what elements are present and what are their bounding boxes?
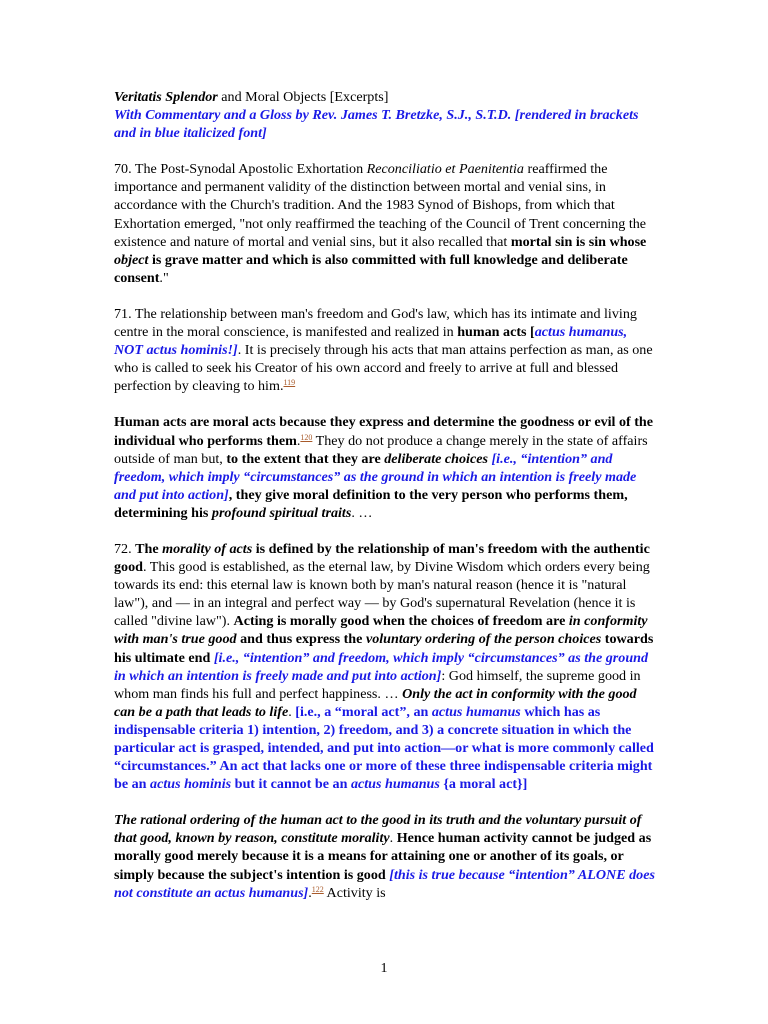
- text-run: They do not produce a change merely in the state of affairs outside of man but,: [114, 432, 648, 467]
- text-run: .: [308, 884, 312, 901]
- commentary-gloss: [i.e., “intention” and freedom, which imply “circumstances” as the ground in which an intention is freely made and put into action]: [114, 649, 649, 684]
- footnote-link-119[interactable]: 119: [283, 378, 296, 388]
- document-subtitle: With Commentary and a Gloss by Rev. James T. Bretzke, S.J., S.T.D. [rendered in brackets and in blue italicized font]: [114, 107, 639, 142]
- text-run: Acting is morally good when the choices of freedom are: [233, 613, 569, 630]
- text-run: .": [159, 269, 169, 286]
- text-run: actus humanus, NOT actus hominis!]: [114, 324, 628, 359]
- text-run: reaffirmed the importance and permanent validity of the distinction between mortal and venial sins, in accordance with the Church's tradition. And the 1983 Synod of Bishops, from which that Exhortation emerged, "not only reaffirmed the teaching of the Council of Trent concerning the existence and nature of mortal and venial sins, but it also recalled that: [114, 161, 647, 250]
- paragraph-70: [114, 160, 658, 287]
- text-run: and thus express the: [236, 631, 366, 648]
- text-run: . …: [351, 504, 373, 521]
- commentary-gloss: actus hominis: [150, 776, 232, 793]
- text-run: object: [114, 251, 149, 268]
- text-run: Hence human activity cannot be judged as morally good merely because it is a means for attaining one or another of its goals, or simply because the subject's intention is good: [114, 830, 652, 883]
- commentary-gloss: [this is true because “intention” ALONE does not constitute an actus humanus]: [114, 866, 655, 901]
- text-run: Activity is: [323, 884, 386, 901]
- commentary-gloss: but it cannot be an: [231, 776, 351, 793]
- text-run: Human acts are moral acts because they express and determine the goodness or evil of the individual who performs them: [114, 414, 654, 449]
- text-run: deliberate choices: [384, 450, 488, 467]
- text-run: is defined by the relationship of man's freedom with the authentic good: [114, 540, 650, 576]
- text-run: human acts [: [457, 324, 535, 341]
- paragraph-72-continued: [114, 811, 658, 901]
- text-run: is grave matter and which is also committed with full knowledge and deliberate consent: [114, 251, 628, 286]
- text-run: . This good is established, as the eternal law, by Divine Wisdom which orders every being towards its end: this eternal law is known both by man's natural reason (hence it is "natural law"), and — in an integral and perfect way — by God's supernatural Revelation (hence it is called "divine law").: [114, 559, 650, 630]
- text-run: The rational ordering of the human act to the good in its truth and the voluntary pursuit of that good, known by reason, constitute morality: [114, 812, 642, 847]
- text-run: mortal sin is sin whose: [510, 233, 647, 250]
- document-header: [114, 88, 658, 106]
- text-run: 70. The Post-Synodal Apostolic Exhortation: [114, 161, 367, 178]
- paragraph-72: [114, 540, 658, 793]
- text-run: morality of acts: [162, 540, 253, 557]
- text-run: voluntary ordering of the person choices: [365, 631, 602, 648]
- commentary-gloss: which has as indispensable criteria 1) intention, 2) freedom, and 3) a concrete situation in which the particular act is grasped, intended, and put into action—or what is more commonly called “circumstances.” An act that lacks one or more of these three indispensable criteria might be an: [114, 703, 654, 793]
- text-run: 71. The relationship between man's freedom and God's law, which has its intimate and living centre in the moral conscience, is manifested and realized in: [114, 305, 637, 341]
- commentary-gloss: actus humanus: [431, 703, 521, 720]
- text-run: profound spiritual traits: [211, 504, 352, 521]
- text-run: .: [389, 830, 397, 847]
- commentary-gloss: actus humanus: [350, 776, 440, 793]
- page-number: 1: [380, 961, 388, 976]
- text-run: : God himself, the supreme good in whom man finds his full and perfect happiness. …: [114, 667, 641, 702]
- footnote-link-120[interactable]: 120: [300, 432, 313, 442]
- text-run: .: [288, 703, 296, 720]
- paragraph-71: [114, 305, 658, 395]
- text-run: in conformity with man's true good: [114, 613, 648, 648]
- text-run: to the extent that they are: [226, 450, 385, 467]
- text-run: 72.: [114, 540, 136, 557]
- text-run: towards his ultimate end: [114, 631, 654, 666]
- text-run: Only the act in conformity with the good can be a path that leads to life: [114, 685, 637, 720]
- commentary-gloss: {a moral act}]: [439, 776, 528, 793]
- text-run: . It is precisely through his acts that man attains perfection as man, as one who is called to seek his Creator of his own accord and freely to arrive at full and blessed perfection by cleaving to him.: [114, 342, 653, 395]
- paragraph-71-continued: [114, 413, 658, 522]
- commentary-gloss: [i.e., a “moral act”, an: [295, 703, 432, 720]
- text-run: The: [135, 540, 163, 557]
- commentary-gloss: [i.e., “intention” and freedom, which imply “circumstances” as the ground in which an intention is freely made and put into action]: [114, 450, 637, 503]
- footnote-link-122[interactable]: 122: [311, 884, 324, 894]
- text-run: , they give moral definition to the very person who performs them, determining his: [114, 486, 628, 521]
- text-run: Reconciliatio et Paenitentia: [366, 161, 524, 178]
- document-title-italic: Veritatis Splendor: [114, 89, 218, 105]
- document-title-rest: and Moral Objects [Excerpts]: [217, 89, 389, 105]
- text-run: .: [296, 432, 301, 449]
